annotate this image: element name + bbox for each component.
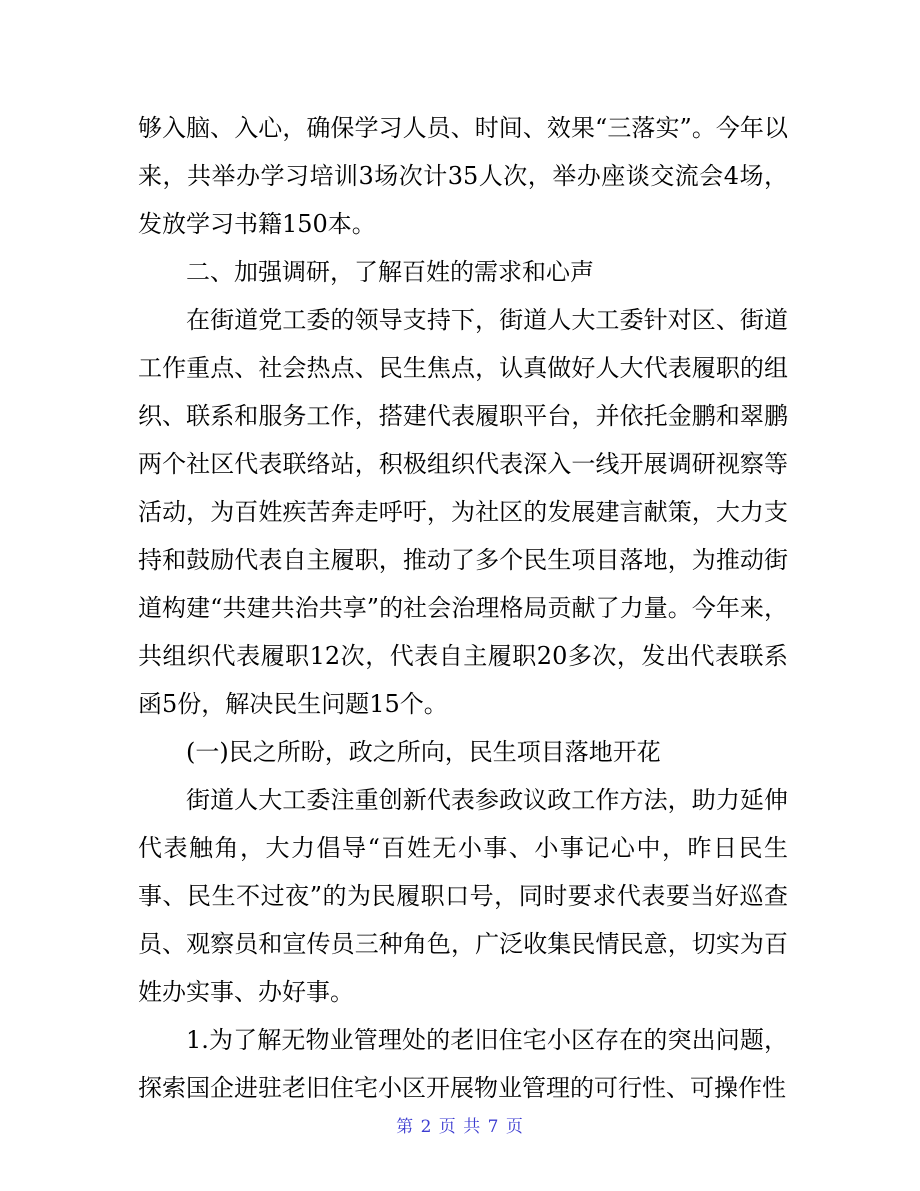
- paragraph-6: 1.为了解无物业管理处的老旧住宅小区存在的突出问题，探索国企进驻老旧住宅小区开展物业管理的可行性、可操作性: [138, 1026, 788, 1102]
- subsection-heading-1: (一)民之所盼，政之所向，民生项目落地开花: [186, 738, 661, 766]
- document-body: [138, 104, 788, 1112]
- paragraph-3: 在街道党工委的领导支持下，街道人大工委针对区、街道工作重点、社会热点、民生焦点，认真做好人大代表履职的组织、联系和服务工作，搭建代表履职平台，并依托金鹏和翠鹏两个社区代表联络站，积极组织代表深入一线开展调研视察等活动，为百姓疾苦奔走呼吁，为社区的发展建言献策，大力支持和鼓励代表自主履职，推动了多个民生项目落地，为推动街道构建“共建共治共享”的社会治理格局贡献了力量。今年来，共组织代表履职12次，代表自主履职20多次，发出代表联系函5份，解决民生问题15个。: [138, 306, 788, 718]
- paragraph-1: 够入脑、入心，确保学习人员、时间、效果“三落实”。今年以来，共举办学习培训3场次计35人次，举办座谈交流会4场，发放学习书籍150本。: [138, 114, 788, 238]
- page-number-footer: 第 2 页 共 7 页: [396, 1117, 524, 1137]
- section-heading-2: 二、加强调研，了解百姓的需求和心声: [186, 258, 594, 286]
- paragraph-5: 街道人大工委注重创新代表参政议政工作方法，助力延伸代表触角，大力倡导“百姓无小事、小事记心中，昨日民生事、民生不过夜”的为民履职口号，同时要求代表要当好巡查员、观察员和宣传员三种角色，广泛收集民情民意，切实为百姓办实事、办好事。: [138, 786, 788, 1006]
